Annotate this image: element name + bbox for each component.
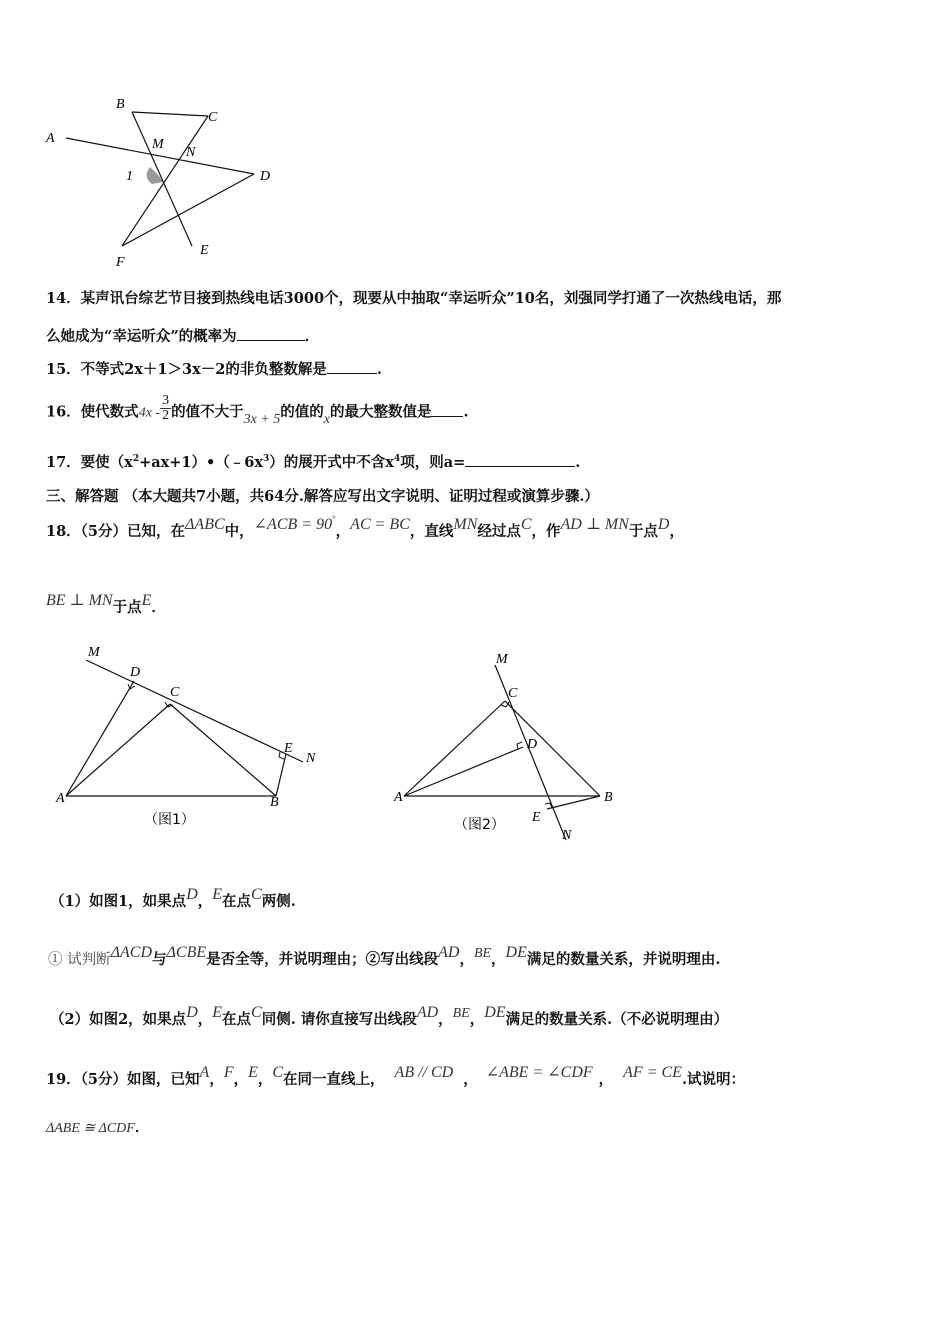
- label-m: M: [496, 652, 508, 667]
- figure-2: [390, 645, 630, 850]
- question-15: 15．不等式2x＋1＞3x－2的非负整数解是 .: [46, 361, 382, 378]
- figure-1-caption: （图1）: [144, 812, 195, 828]
- line-mn: [495, 665, 566, 840]
- label-c: C: [170, 685, 180, 700]
- label-d: D: [130, 665, 141, 680]
- segment-ac: [66, 704, 170, 796]
- label-b: B: [116, 97, 125, 112]
- label-a: A: [46, 131, 55, 146]
- label-m: M: [88, 645, 100, 660]
- question-19-line-1: 19．（5分）如图，已知A，F，E，C在同一直线上， AB // CD ， ∠ABE = ∠CDF ， AF = CE.试说明：: [46, 1064, 746, 1088]
- label-n: N: [186, 145, 196, 160]
- segment-be: [276, 754, 286, 796]
- segment-be: [547, 796, 600, 809]
- label-d: D: [260, 169, 271, 184]
- label-e: E: [200, 243, 209, 258]
- label-c: C: [508, 686, 518, 701]
- segment-ac: [404, 701, 505, 796]
- label-e: E: [284, 741, 293, 756]
- question-14-line-1: 14．某声讯台综艺节目接到热线电话3000个，现要从中抽取“幸运听众”10名，刘强同学打通了一次热线电话，那: [46, 290, 782, 307]
- segment-bc: [132, 112, 208, 116]
- question-18-line-1: 18．（5分）已知，在ΔABC中，∠ACB = 90°，AC = BC，直线MN经过点C，作AD ⊥ MN于点D，: [46, 514, 684, 540]
- label-a: A: [394, 790, 403, 805]
- question-14-line-2: 么她成为“幸运听众”的概率为 ．: [46, 328, 320, 345]
- answer-blank-17[interactable]: [465, 454, 575, 467]
- section-3-header: 三、解答题 （本大题共7小题，共64分.解答应写出文字说明、证明过程或演算步骤.）: [46, 488, 599, 505]
- segment-be: [132, 112, 192, 246]
- label-d: D: [527, 737, 538, 752]
- segment-df: [122, 174, 254, 246]
- segment-ad: [404, 747, 523, 796]
- question-19-line-2: ΔABE ≅ ΔCDF．: [46, 1119, 150, 1136]
- right-angle-c: [501, 702, 509, 707]
- answer-blank-16[interactable]: [431, 404, 463, 417]
- label-f: F: [116, 255, 125, 270]
- segment-cb: [170, 704, 276, 796]
- label-n: N: [562, 828, 572, 843]
- label-m: M: [152, 137, 164, 152]
- question-17: 17．要使$(x^2+ax+1)•(﹣6x^3)$的展开式中不含$x^4$项，则a= .: [46, 454, 581, 471]
- line-mn: [86, 660, 303, 762]
- question-18-part-1-subquestions: ① 试判断ΔACD与ΔCBE是否全等，并说明理由；②写出线段AD，BE，DE满足的数量关系，并说明理由.: [48, 944, 721, 968]
- label-b: B: [270, 795, 279, 810]
- label-c: C: [208, 110, 218, 125]
- segment-ad: [66, 681, 134, 796]
- label-b: B: [604, 790, 613, 805]
- question-18-line-2: BE ⊥ MN于点E．: [46, 592, 166, 616]
- answer-blank-15[interactable]: [327, 361, 377, 374]
- figure-2-caption: （图2）: [454, 817, 505, 833]
- answer-blank-14[interactable]: [237, 328, 305, 341]
- segment-cf: [122, 116, 208, 246]
- label-angle-1: 1: [126, 169, 133, 184]
- expression-4x-minus: 4x -: [138, 405, 161, 421]
- question-16: 16．使代数式4x - $\frac{3}{2}$ 的值不大于3x + 5的值的x的最大整数值是 .: [46, 393, 469, 427]
- variable-x: x: [323, 411, 330, 427]
- label-n: N: [306, 751, 316, 766]
- question-18-part-1: （1）如图1，如果点D，E在点C两侧.: [50, 886, 296, 910]
- label-a: A: [56, 791, 65, 806]
- expression-3x-plus-5: 3x + 5: [243, 411, 281, 427]
- question-18-part-2: （2）如图2，如果点D，E在点C同侧. 请你直接写出线段AD，BE，DE满足的数量关系.（不必说明理由）: [50, 1004, 729, 1028]
- label-e: E: [532, 810, 541, 825]
- figure-top: [40, 90, 290, 275]
- fraction-3-over-2: $\frac{3}{2}$: [162, 393, 170, 423]
- figure-1: [48, 640, 348, 835]
